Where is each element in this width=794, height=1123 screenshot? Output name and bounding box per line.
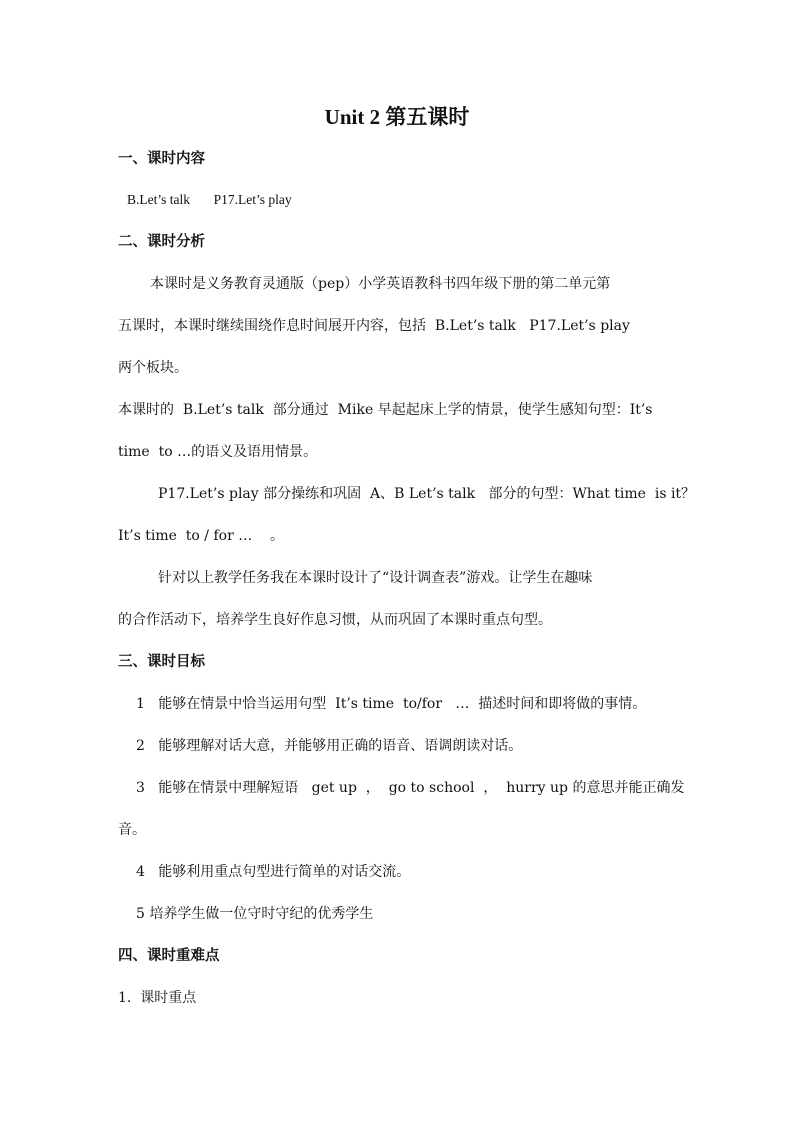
document-title: Unit 2 第五课时	[324, 105, 470, 129]
analysis-paragraph-1-line-2: 五课时，本课时继续围绕作息时间展开内容，包括 B.Let’s talk P17.Let’s play	[118, 318, 630, 334]
analysis-paragraph-1-line-1: 本课时是义务教育灵通版（pep）小学英语教科书四年级下册的第二单元第	[150, 276, 611, 292]
goal-item-4: 4 能够利用重点句型进行简单的对话交流。	[136, 864, 411, 880]
key-points-subheading: 1. 课时重点	[118, 990, 197, 1006]
goal-item-3-line-2: 音。	[118, 822, 146, 838]
section-heading-content: 一、课时内容	[118, 150, 205, 167]
analysis-paragraph-2-line-2: time to …的语义及语用情景。	[118, 444, 318, 460]
section-heading-analysis: 二、课时分析	[118, 233, 205, 250]
section-content-text: B.Let’s talk P17.Let’s play	[127, 192, 292, 207]
goal-item-3-line-1: 3 能够在情景中理解短语 get up ， go to school ， hurry up 的意思并能正确发	[136, 780, 685, 796]
analysis-paragraph-3-line-1: P17.Let’s play 部分操练和巩固 A、B Let’s talk 部分的句型：What time is it？	[158, 486, 696, 502]
goal-item-5: 5 培养学生做一位守时守纪的优秀学生	[136, 906, 374, 922]
analysis-paragraph-3-line-2: It’s time to / for … 。	[118, 528, 285, 544]
section-heading-goals: 三、课时目标	[118, 653, 205, 670]
goal-item-2: 2 能够理解对话大意，并能够用正确的语音、语调朗读对话。	[136, 738, 523, 754]
analysis-paragraph-2-line-1: 本课时的 B.Let’s talk 部分通过 Mike 早起起床上学的情景，使学生感知句型：It’s	[118, 402, 653, 418]
section-heading-key-points: 四、课时重难点	[118, 947, 220, 964]
goal-item-1: 1 能够在情景中恰当运用句型 It’s time to/for … 描述时间和即将做的事情。	[136, 696, 647, 712]
analysis-paragraph-4-line-1: 针对以上教学任务我在本课时设计了“设计调查表”游戏。让学生在趣味	[158, 570, 593, 586]
analysis-paragraph-4-line-2: 的合作活动下，培养学生良好作息习惯，从而巩固了本课时重点句型。	[118, 612, 552, 628]
analysis-paragraph-1-line-3: 两个板块。	[118, 360, 188, 376]
